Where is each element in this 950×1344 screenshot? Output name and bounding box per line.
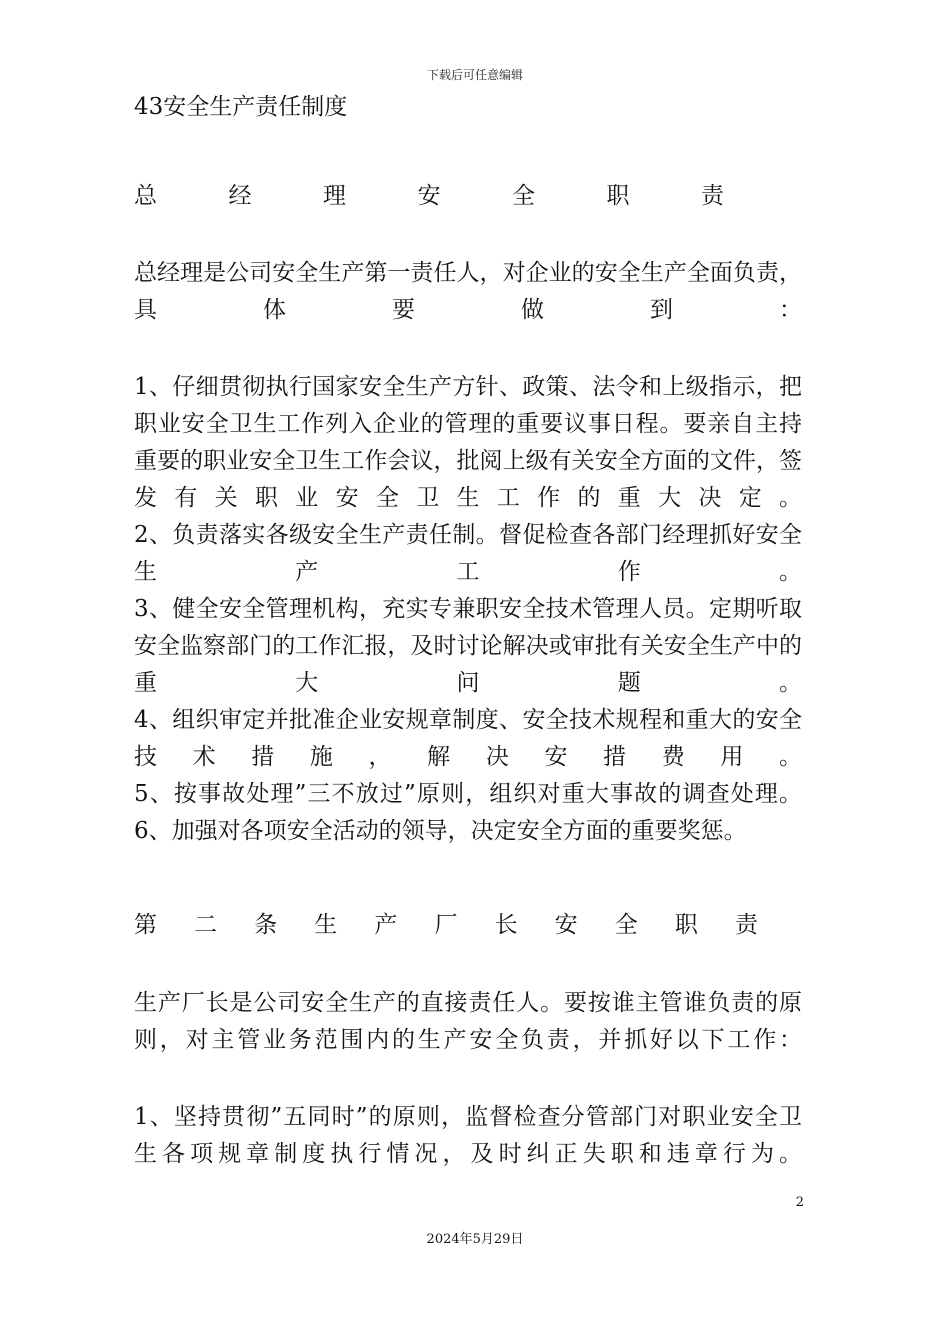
intro-line: 总经理是公司安全生产第一责任人，对企业的安全生产全面负责， <box>134 260 802 286</box>
section1-intro <box>134 255 802 329</box>
document-title: 43安全生产责任制度 <box>134 94 348 120</box>
body-line: 安全监察部门的工作汇报，及时讨论解决或审批有关安全生产中的 <box>134 633 802 659</box>
heading-char: 产 <box>374 912 398 938</box>
section1-items <box>134 369 802 850</box>
heading-char: 经 <box>228 183 252 209</box>
body-line: 4、组织审定并批准企业安规章制度、安全技术规程和重大的安全 <box>134 707 802 733</box>
heading-char: 总 <box>134 183 157 209</box>
section2-heading-block <box>134 907 802 944</box>
heading-char: 责 <box>734 912 758 938</box>
intro-line: 则，对主管业务范围内的生产安全负责，并抓好以下工作： <box>134 1027 802 1053</box>
body-line: 6、加强对各项安全活动的领导，决定安全方面的重要奖惩。 <box>134 818 747 844</box>
heading-char: 二 <box>194 912 218 938</box>
heading-char: 长 <box>494 912 518 938</box>
heading-char: 安 <box>417 183 441 209</box>
section2-intro <box>134 985 802 1059</box>
heading-char: 职 <box>606 183 630 209</box>
heading-char: 职 <box>674 912 698 938</box>
heading-char: 责 <box>701 183 724 209</box>
heading-char: 厂 <box>434 912 458 938</box>
heading-char: 生 <box>314 912 338 938</box>
heading-char: 全 <box>512 183 535 209</box>
body-line: 重大问题。 <box>134 670 802 696</box>
heading-char: 条 <box>254 912 278 938</box>
section2-items <box>134 1099 802 1173</box>
body-line: 职业安全卫生工作列入企业的管理的重要议事日程。要亲自主持 <box>134 411 802 437</box>
body-line: 发有关职业安全卫生工作的重大决定。 <box>134 485 802 511</box>
body-line: 技术措施，解决安措费用。 <box>134 744 802 770</box>
body-line: 1、坚持贯彻”五同时”的原则，监督检查分管部门对职业安全卫 <box>134 1104 802 1130</box>
section1-heading-block <box>134 178 802 215</box>
footer-date: 2024年5月29日 <box>426 1232 524 1247</box>
heading-char: 全 <box>614 912 638 938</box>
body-line: 2、负责落实各级安全生产责任制。督促检查各部门经理抓好安全 <box>134 522 802 548</box>
intro-char: 体 <box>263 297 286 323</box>
body-line: 生各项规章制度执行情况，及时纠正失职和违章行为。 <box>134 1141 802 1167</box>
intro-char: 做 <box>521 297 544 323</box>
intro-char: 到 <box>650 297 673 323</box>
intro-char: 要 <box>392 297 415 323</box>
body-line: 3、健全安全管理机构，充实专兼职安全技术管理人员。定期听取 <box>134 596 802 622</box>
intro-line-spread <box>134 292 802 329</box>
intro-char: 具 <box>134 297 157 323</box>
intro-char: ： <box>779 297 802 323</box>
body-line: 重要的职业安全卫生工作会议，批阅上级有关安全方面的文件，签 <box>134 448 802 474</box>
body-line: 1、仔细贯彻执行国家安全生产方针、政策、法令和上级指示，把 <box>134 374 802 400</box>
body-line: 5、按事故处理”三不放过”原则，组织对重大事故的调查处理。 <box>134 781 802 807</box>
intro-line: 生产厂长是公司安全生产的直接责任人。要按谁主管谁负责的原 <box>134 990 802 1016</box>
heading-char: 理 <box>323 183 346 209</box>
section1-heading <box>134 178 724 215</box>
header-note: 下载后可任意编辑 <box>426 68 523 82</box>
heading-char: 安 <box>554 912 578 938</box>
page-number: 2 <box>795 1195 804 1210</box>
section2-heading <box>134 907 758 944</box>
body-line: 生产工作。 <box>134 559 802 585</box>
heading-char: 第 <box>134 912 157 938</box>
